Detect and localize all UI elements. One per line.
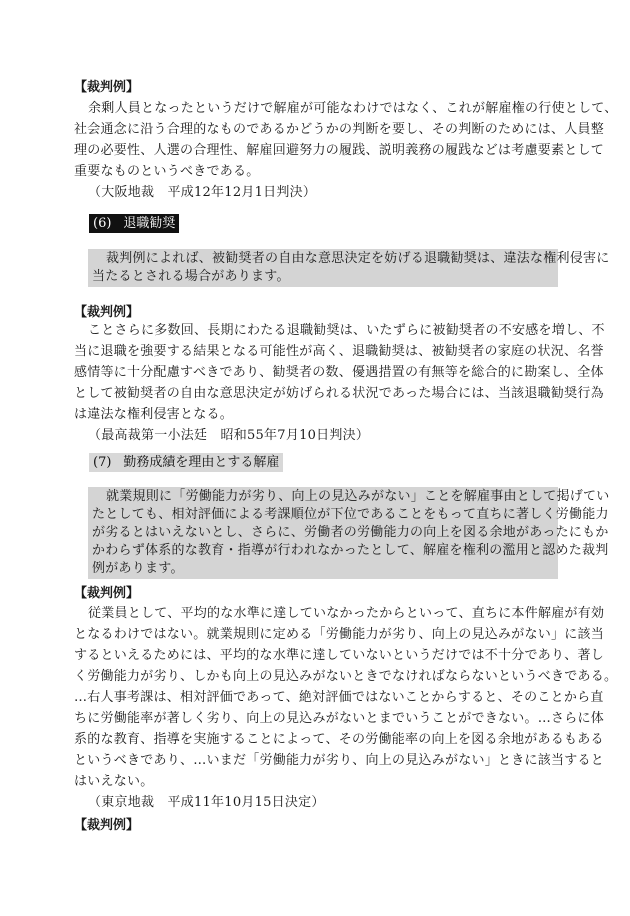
case-block-1: [74, 79, 564, 97]
summary-line: が劣るとはいえないとし、さらに、労働者の労働能力の向上を図る余地があったにもか: [92, 525, 609, 540]
case-line: 当に退職を強要する結果となる可能性が高く、退職勧奨は、被勧奨者の家庭の状況、名誉: [74, 344, 604, 359]
case-block-3: [74, 585, 564, 603]
case-line: として被勧奨者の自由な意思決定が妨げられる状況であった場合には、当該退職勧奨行為: [74, 386, 604, 401]
section-number: (7): [89, 453, 115, 472]
section-number: (6): [89, 214, 115, 233]
case-line: ことさらに多数回、長期にわたる退職勧奨は、いたずらに被勧奨者の不安感を増し、不: [88, 323, 605, 338]
section-heading-6: [89, 214, 179, 233]
case-text-1: [74, 98, 618, 203]
section-heading-7: [89, 453, 283, 472]
case-label: 【裁判例】: [74, 80, 140, 95]
case-line: 余剰人員となったというだけで解雇が可能なわけではなく、これが解雇権の行使として、: [88, 101, 618, 116]
summary-line: 当たるとされる場合があります。: [92, 269, 290, 284]
case-label: 【裁判例】: [74, 586, 140, 601]
case-line: するといえるためには、平均的な水準に達していないというだけでは不十分であり、著し: [74, 648, 605, 663]
summary-line: 就業規則に「労働能力が劣り、向上の見込みがない」ことを解雇事由として掲げてい: [106, 489, 610, 504]
section-title: 勤務成績を理由とする解雇: [115, 453, 283, 472]
summary-line: かわらず体系的な教育・指導が行われなかったとして、解雇を権利の濫用と認めた裁判: [92, 543, 609, 558]
case-line: というべきであり、…いまだ「労働能力が劣り、向上の見込みがない」ときに該当すると: [74, 753, 605, 768]
case-text-2: [74, 320, 605, 446]
case-citation: （東京地裁 平成11年10月15日決定）: [88, 795, 325, 810]
case-line: はいえない。: [74, 774, 154, 789]
case-line: 重要なものというべきである。: [74, 164, 260, 179]
section-summary-7: [88, 487, 610, 579]
case-line: 感情等に十分配慮すべきであり、勧奨者の数、優遇措置の有無等を総合的に勘案し、全体: [74, 365, 604, 380]
case-block-4: [74, 817, 564, 835]
summary-line: 裁判例によれば、被勧奨者の自由な意思決定を妨げる退職勧奨は、違法な権利侵害に: [106, 251, 610, 266]
case-line: 理の必要性、人選の合理性、解雇回避努力の履践、説明義務の履践などは考慮要素として: [74, 143, 605, 158]
case-line: ちに労働能率が著しく劣り、向上の見込みがないとまでいうことができない。…さらに体: [74, 711, 605, 726]
case-line: …右人事考課は、相対評価であって、絶対評価ではないことからすると、そのことから直: [74, 690, 604, 705]
case-line: となるわけではない。就業規則に定める「労働能力が劣り、向上の見込みがない」に該当: [74, 627, 605, 642]
section-title: 退職勧奨: [115, 214, 179, 233]
case-line: く労働能力が劣り、しかも向上の見込みがないときでなければならないというべきである。: [74, 669, 618, 684]
case-line: 社会通念に沿う合理的なものであるかどうかの判断を要し、その判断のためには、人員整: [74, 122, 605, 137]
case-line: 従業員として、平均的な水準に達していなかったからといって、直ちに本件解雇が有効: [88, 606, 605, 621]
case-citation: （最高裁第一小法廷 昭和55年7月10日判決）: [88, 428, 370, 443]
case-citation: （大阪地裁 平成12年12月1日判決）: [88, 185, 317, 200]
case-line: は違法な権利侵害となる。: [74, 407, 234, 422]
case-label: 【裁判例】: [74, 305, 140, 320]
summary-line: たとしても、相対評価による考課順位が下位であることをもって直ちに著しく労働能力: [92, 507, 609, 522]
case-line: 系的な教育、指導を実施することによって、その労働能率の向上を図る余地があるもある: [74, 732, 604, 747]
case-text-3: [74, 603, 618, 813]
section-summary-6: [88, 249, 610, 287]
summary-line: 例があります。: [92, 561, 184, 576]
case-label: 【裁判例】: [74, 818, 140, 833]
